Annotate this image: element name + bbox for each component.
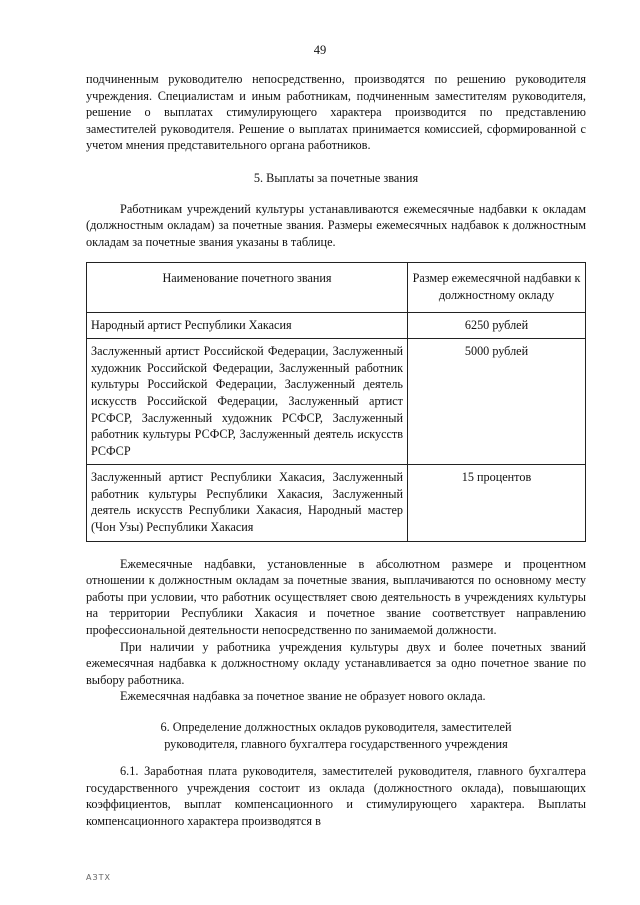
- table-cell-title: Заслуженный артист Республики Хакасия, Заслуженный работник культуры Республики Хакасия, Заслуженный деятель искусств Республики Хакасия, Народный мастер (Чон Узы) Республики Хакасия: [87, 465, 408, 541]
- paragraph-multiple-titles: При наличии у работника учреждения культуры двух и более почетных званий ежемесячная надбавка к должностному окладу устанавливается за одно почетное звание по выбору работника.: [86, 639, 586, 687]
- page-number: 49: [313, 43, 327, 57]
- table-cell-amount: 5000 рублей: [408, 339, 586, 465]
- table-cell-title: Заслуженный артист Российской Федерации, Заслуженный художник Российской Федерации, Заслуженный работник культуры Российской Федерации, Заслуженный деятель искусств Российской Федерации, Заслуженный артист РСФСР, Заслуженный художник РСФСР, Заслуженный работник культуры РСФСР, Заслуженный деятель искусств РСФСР: [87, 339, 408, 465]
- table-row: [87, 312, 586, 339]
- section-6-heading: [86, 719, 586, 752]
- table-cell-title: Народный артист Республики Хакасия: [87, 312, 408, 339]
- table-cell-amount: 15 процентов: [408, 465, 586, 541]
- document-body: [86, 71, 586, 830]
- section-5-heading: 5. Выплаты за почетные звания: [253, 170, 419, 185]
- table-header-title-name: Наименование почетного звания: [87, 263, 408, 312]
- paragraph-honorary-titles-intro: Работникам учреждений культуры устанавливаются ежемесячные надбавки к окладам (должностным окладам) за почетные звания. Размеры ежемесячных надбавок к должностным окладам за почетные звания указаны в таблице.: [86, 201, 586, 249]
- table-row: [87, 339, 586, 465]
- section-6-heading-line-2: руководителя, главного бухгалтера государственного учреждения: [164, 736, 508, 751]
- paragraph-6-1: 6.1. Заработная плата руководителя, заместителей руководителя, главного бухгалтера государственного учреждения состоит из оклада (должностного оклада), повышающих коэффициентов, выплат компенсационного и стимулирующего характера. Выплаты компенсационного характера производятся в: [86, 764, 586, 828]
- honorary-titles-table: [86, 262, 586, 541]
- table-cell-amount: 6250 рублей: [408, 312, 586, 339]
- footer-mark: АЗТХ: [86, 873, 111, 882]
- table-row: [87, 465, 586, 541]
- paragraph-continuation: подчиненным руководителю непосредственно, производятся по решению руководителя учреждения. Специалистам и иным работникам, подчиненным заместителям руководителя, решение о выплатах стимулирующего характера производится по представлению заместителей руководителя. Решение о выплатах принимается комиссией, сформированной с учетом мнения представительного органа работников.: [86, 72, 586, 153]
- paragraph-payment-conditions: Ежемесячные надбавки, установленные в абсолютном размере и процентном отношении к должностным окладам за почетные звания, выплачиваются по основному месту работы при условии, что работник осуществляет свою деятельность в учреждениях культуры на территории Республики Хакасия и почетное звание соответствует направлению профессиональной деятельности непосредственно по занимаемой должности.: [86, 556, 586, 638]
- paragraph-not-new-salary: Ежемесячная надбавка за почетное звание не образует нового оклада.: [120, 689, 486, 704]
- section-6-heading-line-1: 6. Определение должностных окладов руководителя, заместителей: [160, 720, 512, 734]
- table-header-allowance: Размер ежемесячной надбавки к должностному окладу: [408, 263, 586, 312]
- table-header-row: [87, 263, 586, 312]
